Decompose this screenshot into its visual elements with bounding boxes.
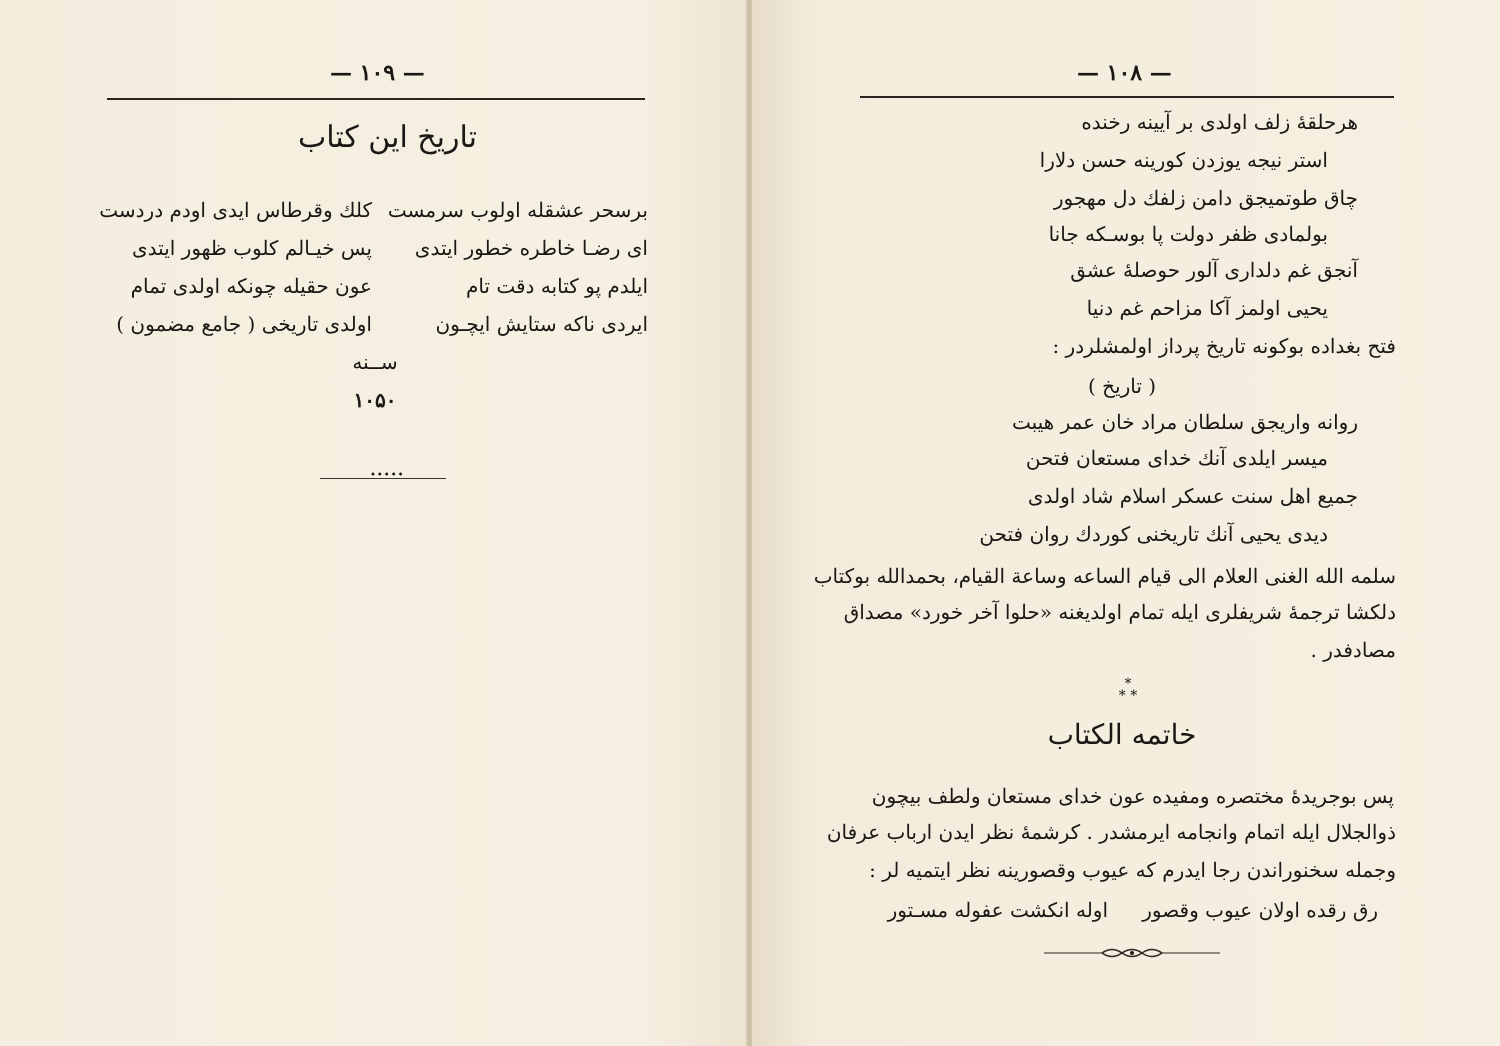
header-rule — [860, 96, 1394, 98]
text-line-6: يحيى اولمز آكا مزاحم غم دنيا — [1086, 296, 1328, 320]
page-108 — [752, 0, 1500, 1046]
header-rule — [107, 98, 645, 100]
text-line-3: چاق طوتميجق دامن زلفك دل مهجور — [1053, 186, 1358, 210]
verse-3-right: ايلدم پو كتابه دقت تام — [465, 274, 648, 298]
end-flourish — [1042, 944, 1222, 962]
text-line-13: سلمه الله الغنى العلام الى قيام الساعه وساعة القيام، بحمدالله بوكتاب — [813, 564, 1396, 588]
text-line-7: فتح بغداده بوكونه تاريخ پرداز اولمشلردر : — [1052, 334, 1396, 358]
closing-line-1: پس بوجريدۀ مختصره ومفيده عون خداى مستعان ولطف بيچون — [871, 784, 1394, 808]
text-line-9: روانه واريجق سلطان مراد خان عمر هيبت — [1011, 410, 1358, 434]
end-ornament-center: ••••• — [370, 470, 405, 481]
page-number: — ۱۰۸ — — [1077, 60, 1172, 86]
text-line-11: جميع اهل سنت عسكر اسلام شاد اولدى — [1027, 484, 1358, 508]
text-line-2: استر نيجه يوزدن كورينه حسن دلارا — [1039, 148, 1328, 172]
tarikh-label: ( تاريخ ) — [1087, 374, 1157, 398]
text-line-10: ميسر ايلدى آنك خداى مستعان فتحن — [1025, 446, 1328, 470]
verse-4-left: اولدى تاريخى ( جامع مضمون ) — [116, 312, 372, 336]
final-verse-left: اوله انكشت عفوله مسـتور — [887, 898, 1108, 922]
year-value: ۱۰۵۰ — [353, 388, 397, 412]
verse-1-left: كلك وقرطاس ايدى اودم دردست — [99, 198, 372, 222]
page-109 — [0, 0, 748, 1046]
final-verse-right: رق رقده اولان عيوب وقصور — [1142, 898, 1378, 922]
asterism: * * * — [1118, 676, 1138, 704]
closing-line-2: ذوالجلال ايله اتمام وانجامه ايرمشدر . كرشمۀ نظر ايدن ارباب عرفان — [826, 820, 1396, 844]
verse-4-right: ايردى ناكه ستايش ايچـون — [435, 312, 648, 336]
verse-2-right: اى رضـا خاطره خطور ايتدى — [414, 236, 648, 260]
page-number: — ۱۰۹ — — [330, 60, 425, 86]
verse-3-left: عون حقيله چونكه اولدى تمام — [130, 274, 372, 298]
section-title: تاريخ اين كتاب — [298, 120, 478, 155]
text-line-14: دلكشا ترجمۀ شريفلرى ايله تمام اولديغنه «حلوا آخر خورد» مصداق — [843, 600, 1396, 624]
section-title-khatima: خاتمه الكتاب — [1047, 718, 1197, 751]
text-line-1: هرحلقۀ زلف اولدى بر آيينه رخنده — [1081, 110, 1358, 134]
text-line-4: بولمادى ظفر دولت پا بوسـكه جانا — [1048, 222, 1328, 246]
text-line-12: ديدى يحيى آنك تاريخنى كوردك روان فتحن — [979, 522, 1328, 546]
closing-line-3: وجمله سخنوراندن رجا ايدرم كه عيوب وقصورينه نظر ايتميه لر : — [869, 858, 1396, 882]
year-label: ســنه — [352, 350, 398, 374]
text-line-5: آنجق غم دلدارى آلور حوصلۀ عشق — [1070, 258, 1358, 282]
text-line-15: مصادفدر . — [1310, 638, 1396, 662]
verse-2-left: پس خيـالم كلوب ظهور ايتدى — [132, 236, 372, 260]
verse-1-right: برسحر عشقله اولوب سرمست — [387, 198, 648, 222]
